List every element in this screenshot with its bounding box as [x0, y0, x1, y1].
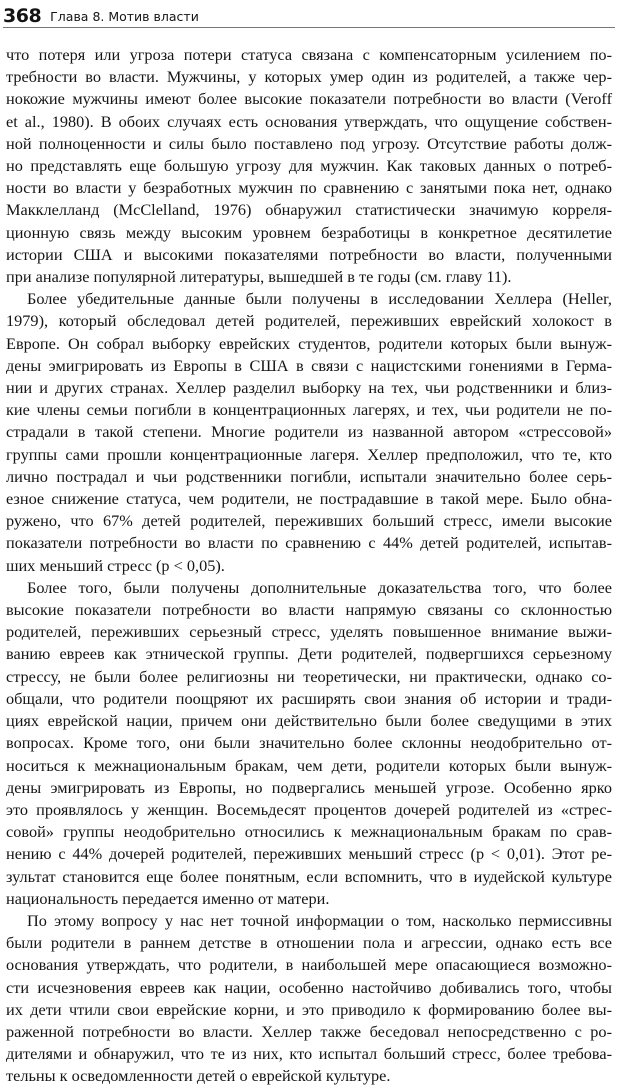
- text-line: ружено, что 67% детей родителей, переживших больший стресс, имели высокие: [6, 511, 612, 531]
- text-line: лично пострадал и чьи родственники погибли, испытали значительно более серь-: [6, 466, 612, 486]
- text-line: дены эмигрировать из Европы, но подвергались меньшей угрозе. Особенно ярко: [6, 777, 612, 797]
- text-line: что потеря или угроза потери статуса связана с компенсаторным усилением по-: [6, 45, 612, 64]
- text-line: ной полноценности и силы было поставлено под угрозу. Отсутствие работы долж-: [6, 133, 612, 153]
- text-line: дителями и обнаружил, что те из них, кто испытал больший стресс, более требова-: [6, 1044, 612, 1064]
- text-line: нокожие мужчины имеют более высокие показатели потребности во власти (Veroff: [6, 89, 612, 109]
- text-line: основания утверждать, что родители, в наибольшей мере опасающиеся возможно-: [6, 955, 612, 975]
- paragraph: [6, 577, 612, 910]
- text-line: По этому вопросу у нас нет точной информации о том, насколько пермиссивны: [27, 910, 612, 930]
- text-line: езное снижение статуса, чем родители, не пострадавшие в такой мере. Было обна-: [6, 489, 612, 509]
- text-line: родителей, переживших серьезный стресс, уделять повышенное внимание выжи-: [6, 622, 612, 642]
- text-line: Европе. Он собрал выборку еврейских студентов, родители которых были вынуж-: [6, 333, 612, 353]
- text-line: высокие показатели потребности во власти напрямую связаны со склонностью: [6, 600, 612, 620]
- paragraph: [6, 910, 612, 1088]
- text-line: циях еврейской нации, причем они действительно были более сведущими в этих: [6, 711, 612, 731]
- text-line: et al., 1980). В обоих случаях есть основания утверждать, что ощущение собствен-: [6, 111, 612, 131]
- text-line: носиться к межнациональным бракам, чем дети, родители которых были вынуж-: [6, 755, 612, 775]
- text-line: группы сами прошли концентрационные лагеря. Хеллер предположил, что те, кто: [6, 444, 612, 464]
- text-line: были родители в раннем детстве в отношении пола и агрессии, однако есть все: [6, 933, 612, 953]
- text-line: Более убедительные данные были получены в исследовании Хеллера (Heller,: [27, 289, 612, 309]
- page-number: 368: [3, 5, 42, 27]
- text-line: дены эмигрировать из Европы в США в связи с нацистскими гонениями в Герма-: [6, 355, 612, 375]
- text-line: Более того, были получены дополнительные доказательства того, что более: [27, 577, 612, 597]
- text-line: при анализе популярной литературы, вышедшей в те годы (см. главу 11).: [6, 267, 512, 287]
- text-line: ших меньший стресс (p < 0,05).: [6, 555, 225, 575]
- text-line: сти исчезновения евреев как нации, особенно настойчиво добивались того, чтобы: [6, 977, 612, 997]
- text-line: Макклелланд (McClelland, 1976) обнаружил статистически значимую корреля-: [6, 200, 612, 220]
- text-line: стрессу, не были более религиозны ни теоретически, ни практически, однако со-: [6, 666, 612, 686]
- paragraph: [6, 288, 612, 577]
- header-rule: [3, 27, 615, 28]
- text-line: национальность передается именно от матери.: [6, 888, 330, 908]
- text-line: вопросах. Кроме того, они были значительно более склонны неодобрительно от-: [6, 733, 612, 753]
- text-line: 1979), который обследовал детей родителей, переживших еврейский холокост в: [6, 311, 612, 331]
- text-line: истории США и высокими показателями потребности во власти, полученными: [6, 244, 612, 264]
- text-line: нению с 44% дочерей родителей, переживших меньший стресс (p < 0,01). Этот ре-: [6, 844, 612, 864]
- text-line: нии и других странах. Хеллер разделил выборку на тех, чьи родственники и близ-: [6, 378, 612, 398]
- text-line: совой» группы неодобрительно относились к межнациональным бракам по срав-: [6, 822, 612, 842]
- text-line: ности во власти у безработных мужчин по сравнению с занятыми пока нет, однако: [6, 178, 612, 198]
- text-line: кие члены семьи погибли в концентрационных лагерях, и тех, чьи родители не по-: [6, 400, 612, 420]
- text-line: страдали в такой степени. Многие родители из названной автором «стрессовой»: [6, 422, 612, 442]
- text-line: ванию евреев как этнической группы. Дети родителей, подвергшихся серьезному: [6, 644, 612, 664]
- text-line: требности во власти. Мужчины, у которых умер один из родителей, а также чер-: [6, 67, 612, 87]
- page-header: [3, 2, 615, 26]
- body-text: [6, 44, 612, 1088]
- text-line: тельны к осведомленности детей о еврейской культуре.: [6, 1066, 391, 1086]
- paragraph: [6, 44, 612, 288]
- text-line: раженной потребности во власти. Хеллер также беседовал непосредственно с ро-: [6, 1021, 612, 1041]
- text-line: это проявлялось у женщин. Восемьдесят процентов дочерей родителей из «стрес-: [6, 799, 612, 819]
- running-head: Глава 8. Мотив власти: [50, 9, 199, 24]
- text-line: ционную связь между высоким уровнем безработицы в конкретное десятилетие: [6, 222, 612, 242]
- text-line: но представлять еще большую угрозу для мужчин. Как таковых данных о потреб-: [6, 156, 612, 176]
- text-line: их дети чтили свои еврейские корни, и это приводило к формированию более вы-: [6, 999, 612, 1019]
- text-line: показатели потребности во власти по сравнению с 44% детей родителей, испытав-: [6, 533, 612, 553]
- text-line: общали, что родители поощряют их расширять свои знания об истории и тради-: [6, 688, 612, 708]
- text-line: зультат становится еще более понятным, если вспомнить, что в иудейской культуре: [6, 866, 612, 886]
